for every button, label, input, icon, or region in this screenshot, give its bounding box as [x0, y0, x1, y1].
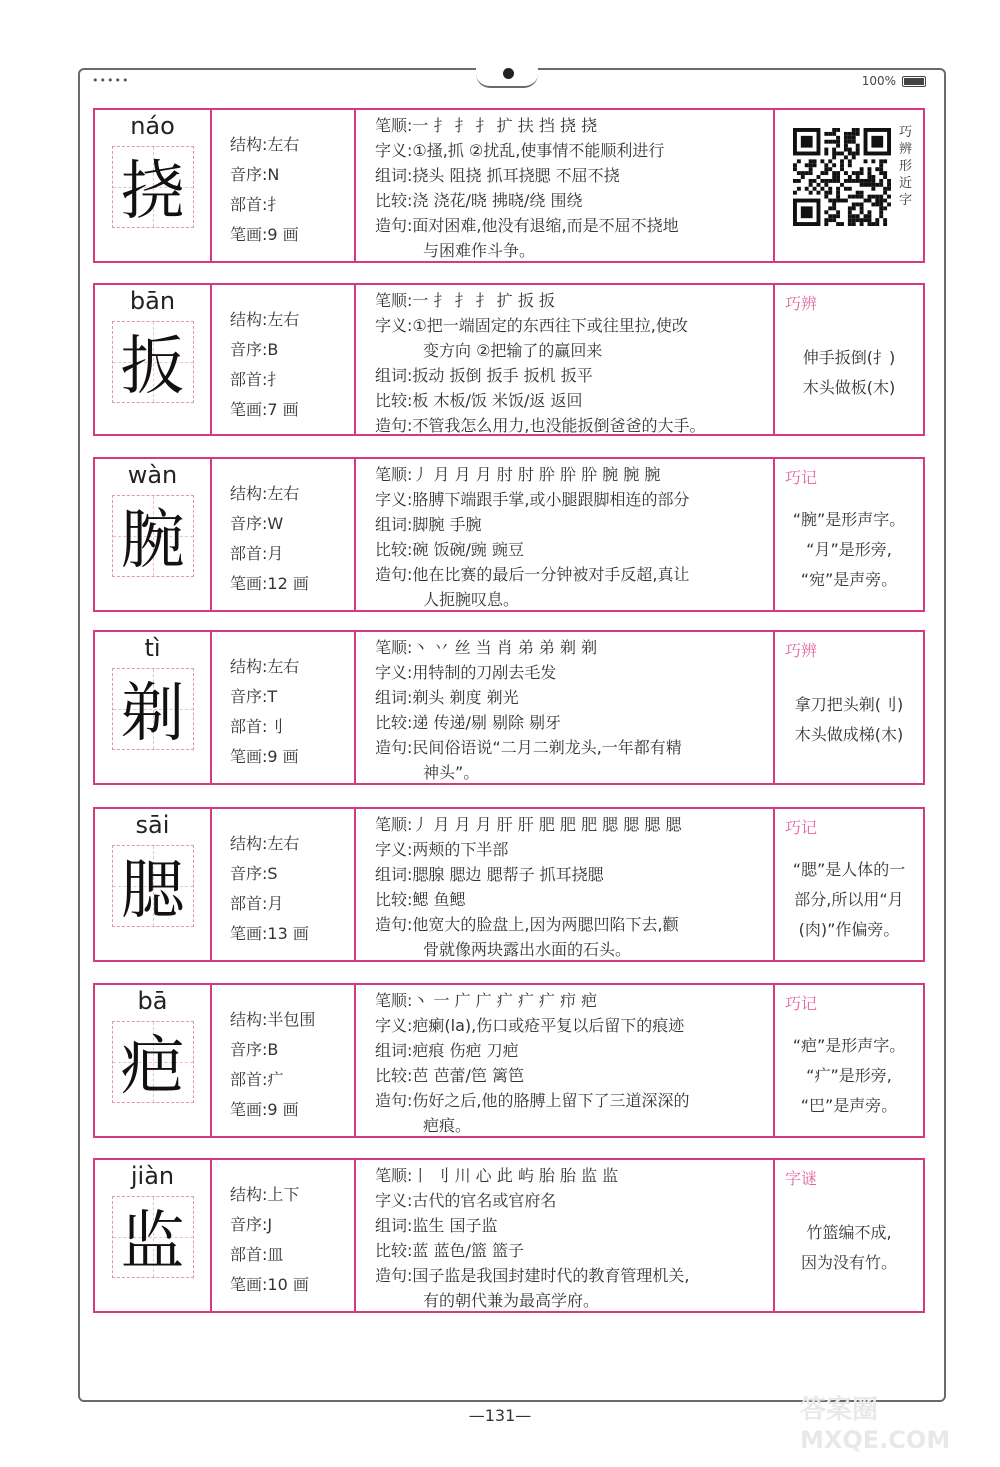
info-structure — [230, 132, 299, 155]
detail-label: 比较: — [375, 713, 413, 732]
info-order — [230, 861, 278, 884]
order-value: B — [267, 1040, 279, 1059]
strokes-label: 笔画: — [230, 225, 268, 244]
detail-text: 芭 芭蕾/笆 篱笆 — [412, 1066, 524, 1085]
hanzi-character: 腕 — [120, 504, 185, 578]
tip-title: 巧记 — [785, 468, 818, 487]
info-column — [212, 809, 356, 960]
detail-text: 他宽大的脸盘上,因为两腮凹陷下去,颧 — [412, 915, 679, 934]
tip-line: 木头做成梯(木) — [794, 725, 904, 744]
info-strokes — [230, 1097, 299, 1120]
detail-label: 字义: — [375, 1191, 413, 1210]
order-value: T — [267, 687, 278, 706]
detail-text: 丿 月 月 月 肝 肝 肥 肥 肥 腮 腮 腮 腮 — [412, 815, 682, 834]
detail-label: 造句: — [375, 1266, 413, 1285]
strokes-label: 笔画: — [230, 574, 268, 593]
info-column — [212, 632, 356, 783]
detail-text: 两颊的下半部 — [412, 840, 509, 859]
detail-text: 丶 一 广 广 疒 疒 疒 疖 疤 — [412, 991, 598, 1010]
radical-value: 扌 — [267, 195, 284, 214]
detail-line — [375, 413, 706, 436]
tip-line: “疒”是形旁, — [806, 1066, 892, 1085]
detail-text: 用特制的刀剐去毛发 — [412, 663, 557, 682]
info-structure — [230, 831, 299, 854]
detail-text: 浇 浇花/晓 拂晓/绕 围绕 — [412, 191, 583, 210]
info-column — [212, 110, 356, 261]
order-label: 音序: — [230, 687, 268, 706]
detail-line — [375, 887, 466, 910]
detail-label: 比较: — [375, 1241, 413, 1260]
detail-label: 字义: — [375, 663, 413, 682]
detail-line — [375, 837, 508, 860]
detail-label: 比较: — [375, 1066, 413, 1085]
detail-text: 板 木板/饭 米饭/返 返回 — [412, 391, 583, 410]
order-value: J — [267, 1215, 273, 1234]
detail-line — [375, 1238, 524, 1261]
info-order — [230, 337, 278, 360]
info-radical — [230, 541, 283, 564]
detail-column — [356, 110, 775, 261]
tip-title: 字谜 — [785, 1169, 818, 1188]
hanzi-character: 腮 — [120, 854, 185, 928]
detail-line — [375, 937, 631, 960]
strokes-value: 7 画 — [267, 400, 299, 419]
info-structure — [230, 307, 299, 330]
tip-line: “腮”是人体的一 — [792, 860, 906, 879]
tip-line: 竹篮编不成, — [806, 1223, 892, 1242]
info-column — [212, 985, 356, 1136]
detail-line — [375, 912, 679, 935]
detail-label: 造句: — [375, 416, 413, 435]
detail-line — [375, 760, 479, 783]
tip-line: 木头做板(木) — [802, 378, 896, 397]
detail-line — [375, 1188, 556, 1211]
detail-text: 民间俗语说“二月二剃龙头,一年都有精 — [412, 738, 682, 757]
info-structure — [230, 654, 299, 677]
detail-text: 一 扌 扌 扌 扩 扶 挡 挠 挠 — [412, 116, 598, 135]
order-label: 音序: — [230, 864, 268, 883]
structure-label: 结构: — [230, 834, 268, 853]
order-value: W — [267, 514, 284, 533]
detail-column — [356, 459, 775, 610]
detail-column — [356, 1160, 775, 1311]
detail-line — [375, 635, 597, 658]
strokes-label: 笔画: — [230, 1275, 268, 1294]
detail-label: 笔顺: — [375, 1166, 413, 1185]
detail-line — [375, 313, 688, 336]
watermark-logo: 答案圈 — [800, 1395, 879, 1425]
structure-label: 结构: — [230, 1185, 268, 1204]
info-order — [230, 1212, 272, 1235]
detail-label: 笔顺: — [375, 465, 413, 484]
order-label: 音序: — [230, 514, 268, 533]
tip-line: “宛”是声旁。 — [800, 570, 898, 589]
info-column — [212, 459, 356, 610]
hanzi-character: 疤 — [120, 1030, 185, 1104]
detail-label: 造句: — [375, 1091, 413, 1110]
order-value: B — [267, 340, 279, 359]
strokes-value: 9 画 — [267, 747, 299, 766]
tip-title: 巧辨 — [785, 641, 818, 660]
structure-value: 左右 — [267, 657, 300, 676]
detail-text: 扳动 扳倒 扳手 扳机 扳平 — [412, 366, 593, 385]
radical-label: 部首: — [230, 195, 268, 214]
detail-label: 组词: — [375, 515, 413, 534]
detail-line — [375, 1038, 519, 1061]
character-column — [95, 459, 212, 610]
tip-column — [775, 110, 923, 261]
character-card — [93, 630, 925, 785]
structure-label: 结构: — [230, 484, 268, 503]
detail-text: 有的朝代兼为最高学府。 — [423, 1291, 600, 1310]
detail-line — [375, 288, 555, 311]
detail-column — [356, 285, 775, 434]
info-strokes — [230, 571, 309, 594]
tip-column — [775, 285, 923, 434]
detail-line — [375, 988, 597, 1011]
info-structure — [230, 481, 299, 504]
detail-label: 组词: — [375, 1041, 413, 1060]
info-order — [230, 684, 277, 707]
pinyin: bān — [129, 287, 176, 315]
tip-line: 部分,所以用“月 — [794, 890, 904, 909]
character-card — [93, 108, 925, 263]
radical-label: 部首: — [230, 894, 268, 913]
hanzi-character: 监 — [120, 1205, 185, 1279]
detail-line — [375, 512, 482, 535]
detail-line — [375, 388, 582, 411]
detail-line — [375, 363, 593, 386]
tip-line: 拿刀把头剃(刂) — [794, 695, 904, 714]
info-strokes — [230, 397, 299, 420]
detail-text: 面对困难,他没有退缩,而是不屈不挠地 — [412, 216, 679, 235]
character-card — [93, 1158, 925, 1313]
structure-value: 左右 — [267, 310, 300, 329]
structure-value: 左右 — [267, 484, 300, 503]
strokes-label: 笔画: — [230, 400, 268, 419]
info-order — [230, 162, 279, 185]
strokes-label: 笔画: — [230, 747, 268, 766]
radical-value: 刂 — [267, 717, 284, 736]
detail-line — [375, 862, 604, 885]
strokes-value: 12 画 — [267, 574, 309, 593]
hanzi-character: 扳 — [120, 330, 185, 404]
info-strokes — [230, 222, 299, 245]
strokes-value: 10 画 — [267, 1275, 309, 1294]
tip-column — [775, 985, 923, 1136]
detail-text: 他在比赛的最后一分钟被对手反超,真让 — [412, 565, 690, 584]
character-card — [93, 983, 925, 1138]
structure-value: 半包围 — [267, 1010, 316, 1029]
detail-text: 碗 饭碗/豌 豌豆 — [412, 540, 524, 559]
info-radical — [230, 1242, 283, 1265]
tip-line: “月”是形旁, — [806, 540, 892, 559]
detail-text: 与困难作斗争。 — [423, 241, 536, 260]
order-label: 音序: — [230, 340, 268, 359]
character-column — [95, 110, 212, 261]
detail-text: 蓝 蓝色/篮 篮子 — [412, 1241, 524, 1260]
info-radical — [230, 891, 283, 914]
detail-label: 字义: — [375, 1016, 413, 1035]
detail-label: 组词: — [375, 166, 413, 185]
radical-value: 皿 — [267, 1245, 284, 1264]
radical-value: 扌 — [267, 370, 284, 389]
detail-label: 比较: — [375, 391, 413, 410]
info-column — [212, 285, 356, 434]
detail-label: 造句: — [375, 216, 413, 235]
detail-label: 笔顺: — [375, 291, 413, 310]
tip-title: 巧记 — [785, 818, 818, 837]
tip-column — [775, 459, 923, 610]
info-strokes — [230, 921, 309, 944]
detail-label: 比较: — [375, 540, 413, 559]
detail-line — [375, 238, 535, 261]
strokes-label: 笔画: — [230, 924, 268, 943]
detail-text: 挠头 阻挠 抓耳挠腮 不屈不挠 — [412, 166, 620, 185]
detail-label: 比较: — [375, 191, 413, 210]
tip-line: “腕”是形声字。 — [792, 510, 906, 529]
detail-line — [375, 138, 664, 161]
tip-column — [775, 1160, 923, 1311]
character-column — [95, 285, 212, 434]
detail-text: 递 传递/剔 剔除 剔牙 — [412, 713, 562, 732]
detail-text: ①搔,抓 ②扰乱,使事情不能顺利进行 — [412, 141, 665, 160]
detail-line — [375, 188, 582, 211]
detail-line — [375, 812, 681, 835]
tip-line: “疤”是形声字。 — [792, 1036, 906, 1055]
info-column — [212, 1160, 356, 1311]
detail-text: 腮腺 腮边 腮帮子 抓耳挠腮 — [412, 865, 604, 884]
qr-code-icon[interactable] — [793, 128, 891, 226]
battery-icon — [902, 76, 926, 87]
radical-value: 月 — [267, 894, 284, 913]
radical-label: 部首: — [230, 370, 268, 389]
radical-label: 部首: — [230, 544, 268, 563]
detail-line — [375, 1163, 618, 1186]
character-column — [95, 1160, 212, 1311]
detail-text: 国子监是我国封建时代的教育管理机关, — [412, 1266, 690, 1285]
pinyin: jiàn — [130, 1162, 175, 1190]
battery-percent: 100% — [861, 74, 896, 88]
structure-label: 结构: — [230, 657, 268, 676]
signal-icon: ••••• — [92, 74, 130, 87]
detail-line — [375, 338, 602, 361]
detail-line — [375, 163, 620, 186]
detail-label: 笔顺: — [375, 815, 413, 834]
detail-text: 疤痕 伤疤 刀疤 — [412, 1041, 519, 1060]
pinyin: wàn — [127, 461, 178, 489]
pinyin: náo — [130, 112, 175, 140]
order-label: 音序: — [230, 1215, 268, 1234]
structure-label: 结构: — [230, 1010, 268, 1029]
structure-label: 结构: — [230, 135, 268, 154]
detail-line — [375, 1088, 690, 1111]
detail-label: 组词: — [375, 1216, 413, 1235]
detail-column — [356, 985, 775, 1136]
detail-line — [375, 1113, 471, 1136]
detail-line — [375, 1263, 690, 1286]
detail-label: 笔顺: — [375, 991, 413, 1010]
detail-text: ①把一端固定的东西往下或往里拉,使改 — [412, 316, 688, 335]
info-order — [230, 1037, 278, 1060]
strokes-value: 13 画 — [267, 924, 309, 943]
character-column — [95, 809, 212, 960]
structure-label: 结构: — [230, 310, 268, 329]
info-strokes — [230, 1272, 309, 1295]
detail-text: 丨 刂 川 心 此 屿 胎 胎 监 监 — [412, 1166, 619, 1185]
detail-text: 脚腕 手腕 — [412, 515, 482, 534]
detail-label: 组词: — [375, 865, 413, 884]
detail-line — [375, 1288, 599, 1311]
character-column — [95, 632, 212, 783]
detail-text: 不管我怎么用力,也没能扳倒爸爸的大手。 — [412, 416, 706, 435]
info-radical — [230, 714, 283, 737]
detail-line — [375, 113, 597, 136]
detail-label: 比较: — [375, 890, 413, 909]
detail-label: 字义: — [375, 316, 413, 335]
detail-line — [375, 213, 679, 236]
detail-text: 疤痕。 — [423, 1116, 472, 1135]
detail-text: 胳膊下端跟手掌,或小腿跟脚相连的部分 — [412, 490, 690, 509]
detail-label: 组词: — [375, 366, 413, 385]
order-value: S — [267, 864, 278, 883]
radical-label: 部首: — [230, 1070, 268, 1089]
detail-text: 疤瘌(la),伤口或疮平复以后留下的痕迹 — [412, 1016, 685, 1035]
strokes-value: 9 画 — [267, 225, 299, 244]
detail-line — [375, 660, 556, 683]
structure-value: 上下 — [267, 1185, 300, 1204]
detail-label: 组词: — [375, 688, 413, 707]
radical-label: 部首: — [230, 717, 268, 736]
detail-line — [375, 587, 519, 610]
detail-text: 监生 国子监 — [412, 1216, 498, 1235]
pinyin: tì — [144, 634, 161, 662]
detail-label: 字义: — [375, 141, 413, 160]
detail-text: 人扼腕叹息。 — [423, 590, 520, 609]
detail-text: 伤好之后,他的胳膊上留下了三道深深的 — [412, 1091, 690, 1110]
info-structure — [230, 1182, 299, 1205]
detail-text: 一 扌 扌 扌 扩 扳 扳 — [412, 291, 555, 310]
detail-label: 字义: — [375, 490, 413, 509]
detail-text: 古代的官名或官府名 — [412, 1191, 557, 1210]
info-radical — [230, 367, 283, 390]
detail-text: 变方向 ②把输了的赢回来 — [423, 341, 603, 360]
tip-line: 因为没有竹。 — [800, 1253, 897, 1272]
status-bar — [80, 70, 940, 94]
detail-text: 神头”。 — [423, 763, 480, 782]
radical-label: 部首: — [230, 1245, 268, 1264]
strokes-value: 9 画 — [267, 1100, 299, 1119]
detail-line — [375, 735, 682, 758]
detail-text: 剃头 剃度 剃光 — [412, 688, 519, 707]
detail-line — [375, 562, 690, 585]
detail-line — [375, 685, 519, 708]
info-structure — [230, 1007, 315, 1030]
detail-line — [375, 1213, 498, 1236]
watermark-url: MXQE.COM — [800, 1426, 951, 1454]
radical-value: 月 — [267, 544, 284, 563]
detail-label: 造句: — [375, 565, 413, 584]
detail-line — [375, 462, 660, 485]
detail-column — [356, 632, 775, 783]
pinyin: sāi — [135, 811, 170, 839]
character-card — [93, 807, 925, 962]
strokes-label: 笔画: — [230, 1100, 268, 1119]
character-card — [93, 457, 925, 612]
tip-title: 巧辨 — [785, 294, 818, 313]
battery-status — [862, 74, 926, 88]
detail-column — [356, 809, 775, 960]
order-label: 音序: — [230, 1040, 268, 1059]
detail-line — [375, 1013, 684, 1036]
detail-line — [375, 487, 690, 510]
order-value: N — [267, 165, 280, 184]
qr-label: 巧辨形近字 — [899, 125, 913, 208]
detail-label: 笔顺: — [375, 116, 413, 135]
detail-label: 造句: — [375, 915, 413, 934]
detail-text: 鳃 鱼鳃 — [412, 890, 466, 909]
character-card — [93, 283, 925, 436]
detail-line — [375, 537, 524, 560]
structure-value: 左右 — [267, 834, 300, 853]
order-label: 音序: — [230, 165, 268, 184]
radical-value: 疒 — [267, 1070, 284, 1089]
structure-value: 左右 — [267, 135, 300, 154]
tip-column — [775, 809, 923, 960]
info-radical — [230, 192, 283, 215]
detail-label: 造句: — [375, 738, 413, 757]
tip-line: (肉)”作偏旁。 — [798, 920, 900, 939]
tip-line: “巴”是声旁。 — [800, 1096, 898, 1115]
info-radical — [230, 1067, 283, 1090]
page-number: —131— — [468, 1406, 532, 1425]
tip-title: 巧记 — [785, 994, 818, 1013]
pinyin: bā — [137, 987, 168, 1015]
detail-line — [375, 1063, 524, 1086]
hanzi-character: 挠 — [120, 155, 185, 229]
detail-text: 骨就像两块露出水面的石头。 — [423, 940, 632, 959]
info-order — [230, 511, 283, 534]
detail-label: 笔顺: — [375, 638, 413, 657]
tip-column — [775, 632, 923, 783]
info-strokes — [230, 744, 299, 767]
tip-line: 伸手扳倒(扌) — [802, 348, 896, 367]
hanzi-character: 剃 — [120, 677, 185, 751]
watermark — [800, 1395, 950, 1455]
detail-text: 丶 丷 丝 当 肖 弟 弟 剃 剃 — [412, 638, 598, 657]
character-column — [95, 985, 212, 1136]
detail-line — [375, 710, 561, 733]
detail-text: 丿 月 月 月 肘 肘 肸 肸 肸 腕 腕 腕 — [412, 465, 661, 484]
detail-label: 字义: — [375, 840, 413, 859]
